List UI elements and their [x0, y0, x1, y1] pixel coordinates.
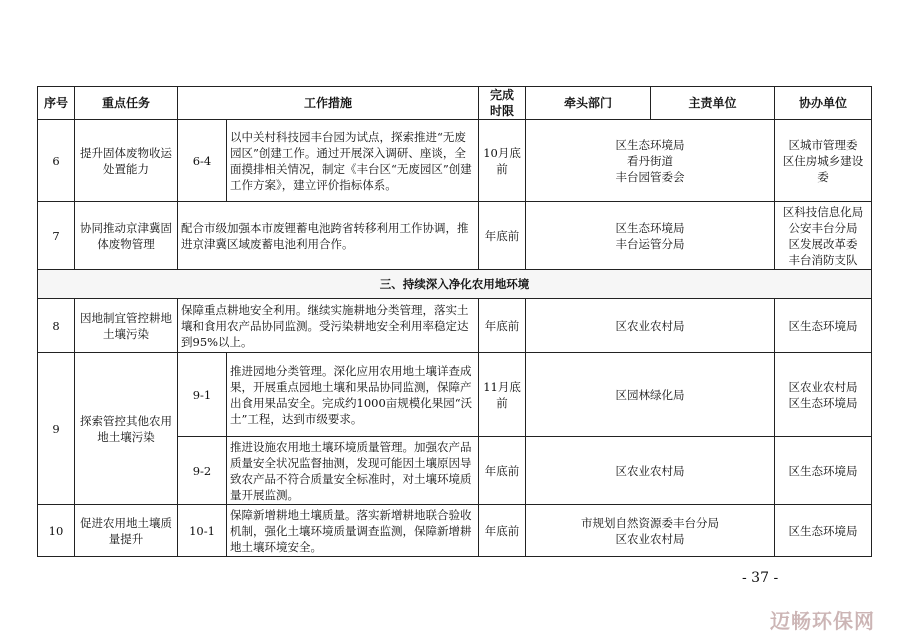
page-number: - 37 -	[742, 570, 779, 586]
row-task: 因地制宜管控耕地土壤污染	[75, 299, 178, 353]
row-assist: 区农业农村局 区生态环境局	[775, 353, 872, 437]
row-no: 6	[38, 120, 75, 202]
watermark-logo: 迈畅环保网	[770, 609, 875, 633]
row-measure: 推进设施农用地土壤环境质量管理。加强农产品质量安全状况监督抽测，发现可能因土壤原因导致农产品不符合质量安全标准时，对土壤环境质量开展监测。	[227, 437, 479, 505]
row-sub: 10-1	[178, 505, 227, 557]
row-measure: 保障重点耕地安全利用。继续实施耕地分类管理，落实土壤和食用农产品协同监测。受污染耕地安全利用率稳定达到95%以上。	[178, 299, 479, 353]
row-measure: 以中关村科技园丰台园为试点，探索推进“无废园区”创建工作。通过开展深入调研、座谈，全面摸排相关情况，制定《丰台区“无废园区”创建工作方案》，建立评价指标体系。	[227, 120, 479, 202]
table-row-10	[38, 505, 872, 557]
header-lead: 牵头部门	[526, 87, 651, 120]
row-task: 促进农用地土壤质量提升	[75, 505, 178, 557]
row-lead: 区农业农村局	[526, 437, 775, 505]
row-task: 提升固体废物收运处置能力	[75, 120, 178, 202]
row-task: 探索管控其他农用地土壤污染	[75, 353, 178, 505]
task-table	[37, 86, 872, 557]
header-deadline: 完成 时限	[479, 87, 526, 120]
row-lead: 区生态环境局 丰台运管分局	[526, 202, 775, 270]
row-lead: 区园林绿化局	[526, 353, 775, 437]
table-row-7	[38, 202, 872, 270]
row-assist: 区生态环境局	[775, 505, 872, 557]
row-no: 9	[38, 353, 75, 505]
row-assist: 区城市管理委 区住房城乡建设委	[775, 120, 872, 202]
row-deadline: 年底前	[479, 505, 526, 557]
header-row	[38, 87, 872, 120]
row-no: 8	[38, 299, 75, 353]
row-sub: 9-1	[178, 353, 227, 437]
row-no: 7	[38, 202, 75, 270]
header-measures: 工作措施	[178, 87, 479, 120]
table-row-8	[38, 299, 872, 353]
row-lead: 区农业农村局	[526, 299, 775, 353]
row-task: 协同推动京津冀固体废物管理	[75, 202, 178, 270]
row-no: 10	[38, 505, 75, 557]
header-task: 重点任务	[75, 87, 178, 120]
row-measure: 配合市级加强本市废锂蓄电池跨省转移利用工作协调，推进京津冀区域废蓄电池利用合作。	[178, 202, 479, 270]
row-deadline: 年底前	[479, 299, 526, 353]
row-sub: 6-4	[178, 120, 227, 202]
row-measure: 保障新增耕地土壤质量。落实新增耕地联合验收机制，强化土壤环境质量调查监测，保障新增耕地土壤环境安全。	[227, 505, 479, 557]
header-assist: 协办单位	[775, 87, 872, 120]
row-assist: 区生态环境局	[775, 299, 872, 353]
table-row-9a	[38, 353, 872, 437]
header-main: 主责单位	[651, 87, 775, 120]
row-deadline: 年底前	[479, 437, 526, 505]
header-no: 序号	[38, 87, 75, 120]
section-title: 三、持续深入净化农用地环境	[38, 270, 872, 299]
table-row-6	[38, 120, 872, 202]
row-lead: 区生态环境局 看丹街道 丰台园管委会	[526, 120, 775, 202]
row-measure: 推进园地分类管理。深化应用农用地土壤详查成果，开展重点园地土壤和果品协同监测，保障产出食用果品安全。完成约1000亩规模化果园“沃土”工程，达到市级要求。	[227, 353, 479, 437]
section-row	[38, 270, 872, 299]
row-deadline: 11月底前	[479, 353, 526, 437]
row-deadline: 10月底前	[479, 120, 526, 202]
row-deadline: 年底前	[479, 202, 526, 270]
row-sub: 9-2	[178, 437, 227, 505]
row-assist: 区科技信息化局 公安丰台分局 区发展改革委 丰台消防支队	[775, 202, 872, 270]
row-assist: 区生态环境局	[775, 437, 872, 505]
row-lead: 市规划自然资源委丰台分局 区农业农村局	[526, 505, 775, 557]
